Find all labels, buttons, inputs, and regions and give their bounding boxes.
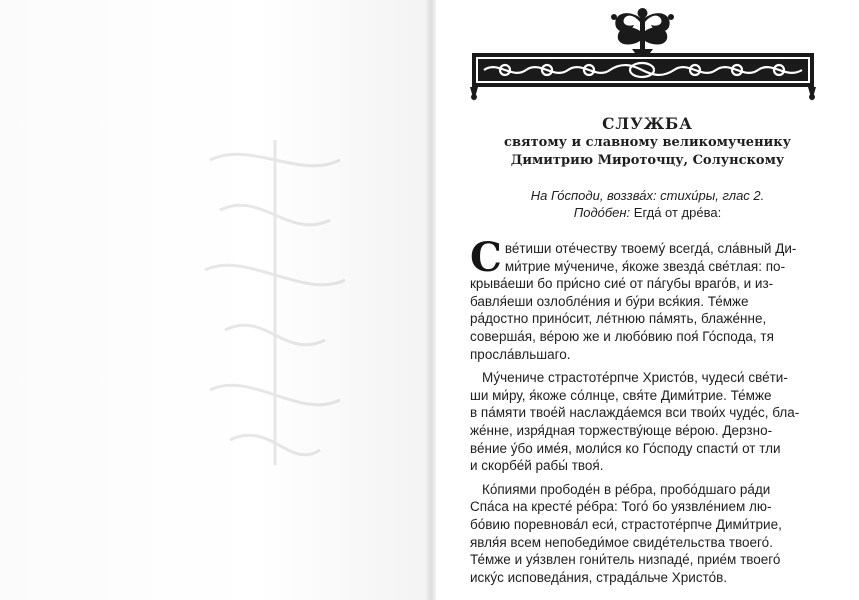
text-line: ми́трие му́чениче, я́коже звезда́ све́тлая: по- (504, 258, 786, 274)
text-line: Ко́пиями прободе́н в ре́бра, пробо́дшаго ра́ди (482, 481, 771, 497)
text-line: ве́тиши оте́честву твоему́ всегда́, сла́вный Ди- (504, 241, 797, 256)
stichera-text (470, 234, 828, 592)
text-line: в па́мяти твое́й наслажда́емся вси твои́х чуде́с, бла- (470, 405, 800, 421)
subtitle-line-2: Димитрию Мироточцу, Солунскому (510, 153, 785, 168)
rubric-line-2 (436, 204, 859, 221)
text-line: иску́с исповеда́ния, страда́льче Христо́в. (470, 569, 728, 585)
text-line: соверша́я, ве́рою же и любо́вию поя́ Го́спода, тя (470, 328, 774, 344)
sticheron-3 (470, 481, 828, 587)
text-line: и скорбе́й рабы́ твоя́. (470, 458, 604, 474)
subtitle-line-1: святому и славному великомученику (504, 135, 791, 150)
text-line: бавля́еши озлобле́ния и бу́ри вся́кия. Те́мже (470, 293, 749, 309)
text-line: просла́вльшаго. (470, 346, 571, 362)
headpiece-ornament-icon (464, 5, 822, 103)
text-line: явля́я всем непобеди́мое свиде́тельства твоего́. (470, 534, 773, 550)
page-title: СЛУЖБА (602, 114, 693, 133)
rubric-incipit: На Го́споди, воззва́х: (530, 188, 657, 203)
book-gutter (426, 0, 436, 600)
text-line: ве́ние у́бо име́я, моли́ся ко Го́споду спасти́ от тли (470, 440, 781, 456)
right-page (436, 0, 859, 600)
sticheron-1 (470, 234, 828, 363)
sticheron-2 (470, 369, 828, 475)
text-line: Те́мже и уя́звлен гони́тель низпаде́, прие́м твоего́ (470, 552, 781, 568)
text-line: крыва́еши бо при́сно сие́ от па́губы враго́в, и из- (470, 276, 774, 292)
drop-cap: С (470, 234, 502, 281)
rubric (436, 187, 859, 221)
rubric-tone: стихи́ры, глас 2. (656, 188, 765, 203)
text-line: Спа́са на кресте́ ре́бра: Того́ бо уязвле́нием лю- (470, 499, 772, 515)
text-line: Му́чениче страстоте́рпче Христо́в, чудеси́ све́ти- (482, 370, 788, 386)
text-line: же́нне, изря́дная торжеству́юще ве́рою. Дерзно- (470, 422, 773, 438)
text-line: ши ми́ру, я́коже со́лнце, свя́те Дими́трие. Те́мже (470, 387, 772, 403)
rubric-podoben-label: Подо́бен: (573, 205, 631, 220)
rubric-podoben-text: Егда́ от дре́ва: (630, 205, 722, 220)
bleed-through-ornament (190, 120, 360, 480)
service-title-block (436, 114, 859, 170)
rubric-line-1 (436, 187, 859, 204)
text-line: ра́достно прино́сит, ле́тнюю па́мять, блаже́нне, (470, 311, 767, 327)
text-line: бо́вию поревнова́л еси́, страстоте́рпче Дими́трие, (470, 516, 782, 532)
